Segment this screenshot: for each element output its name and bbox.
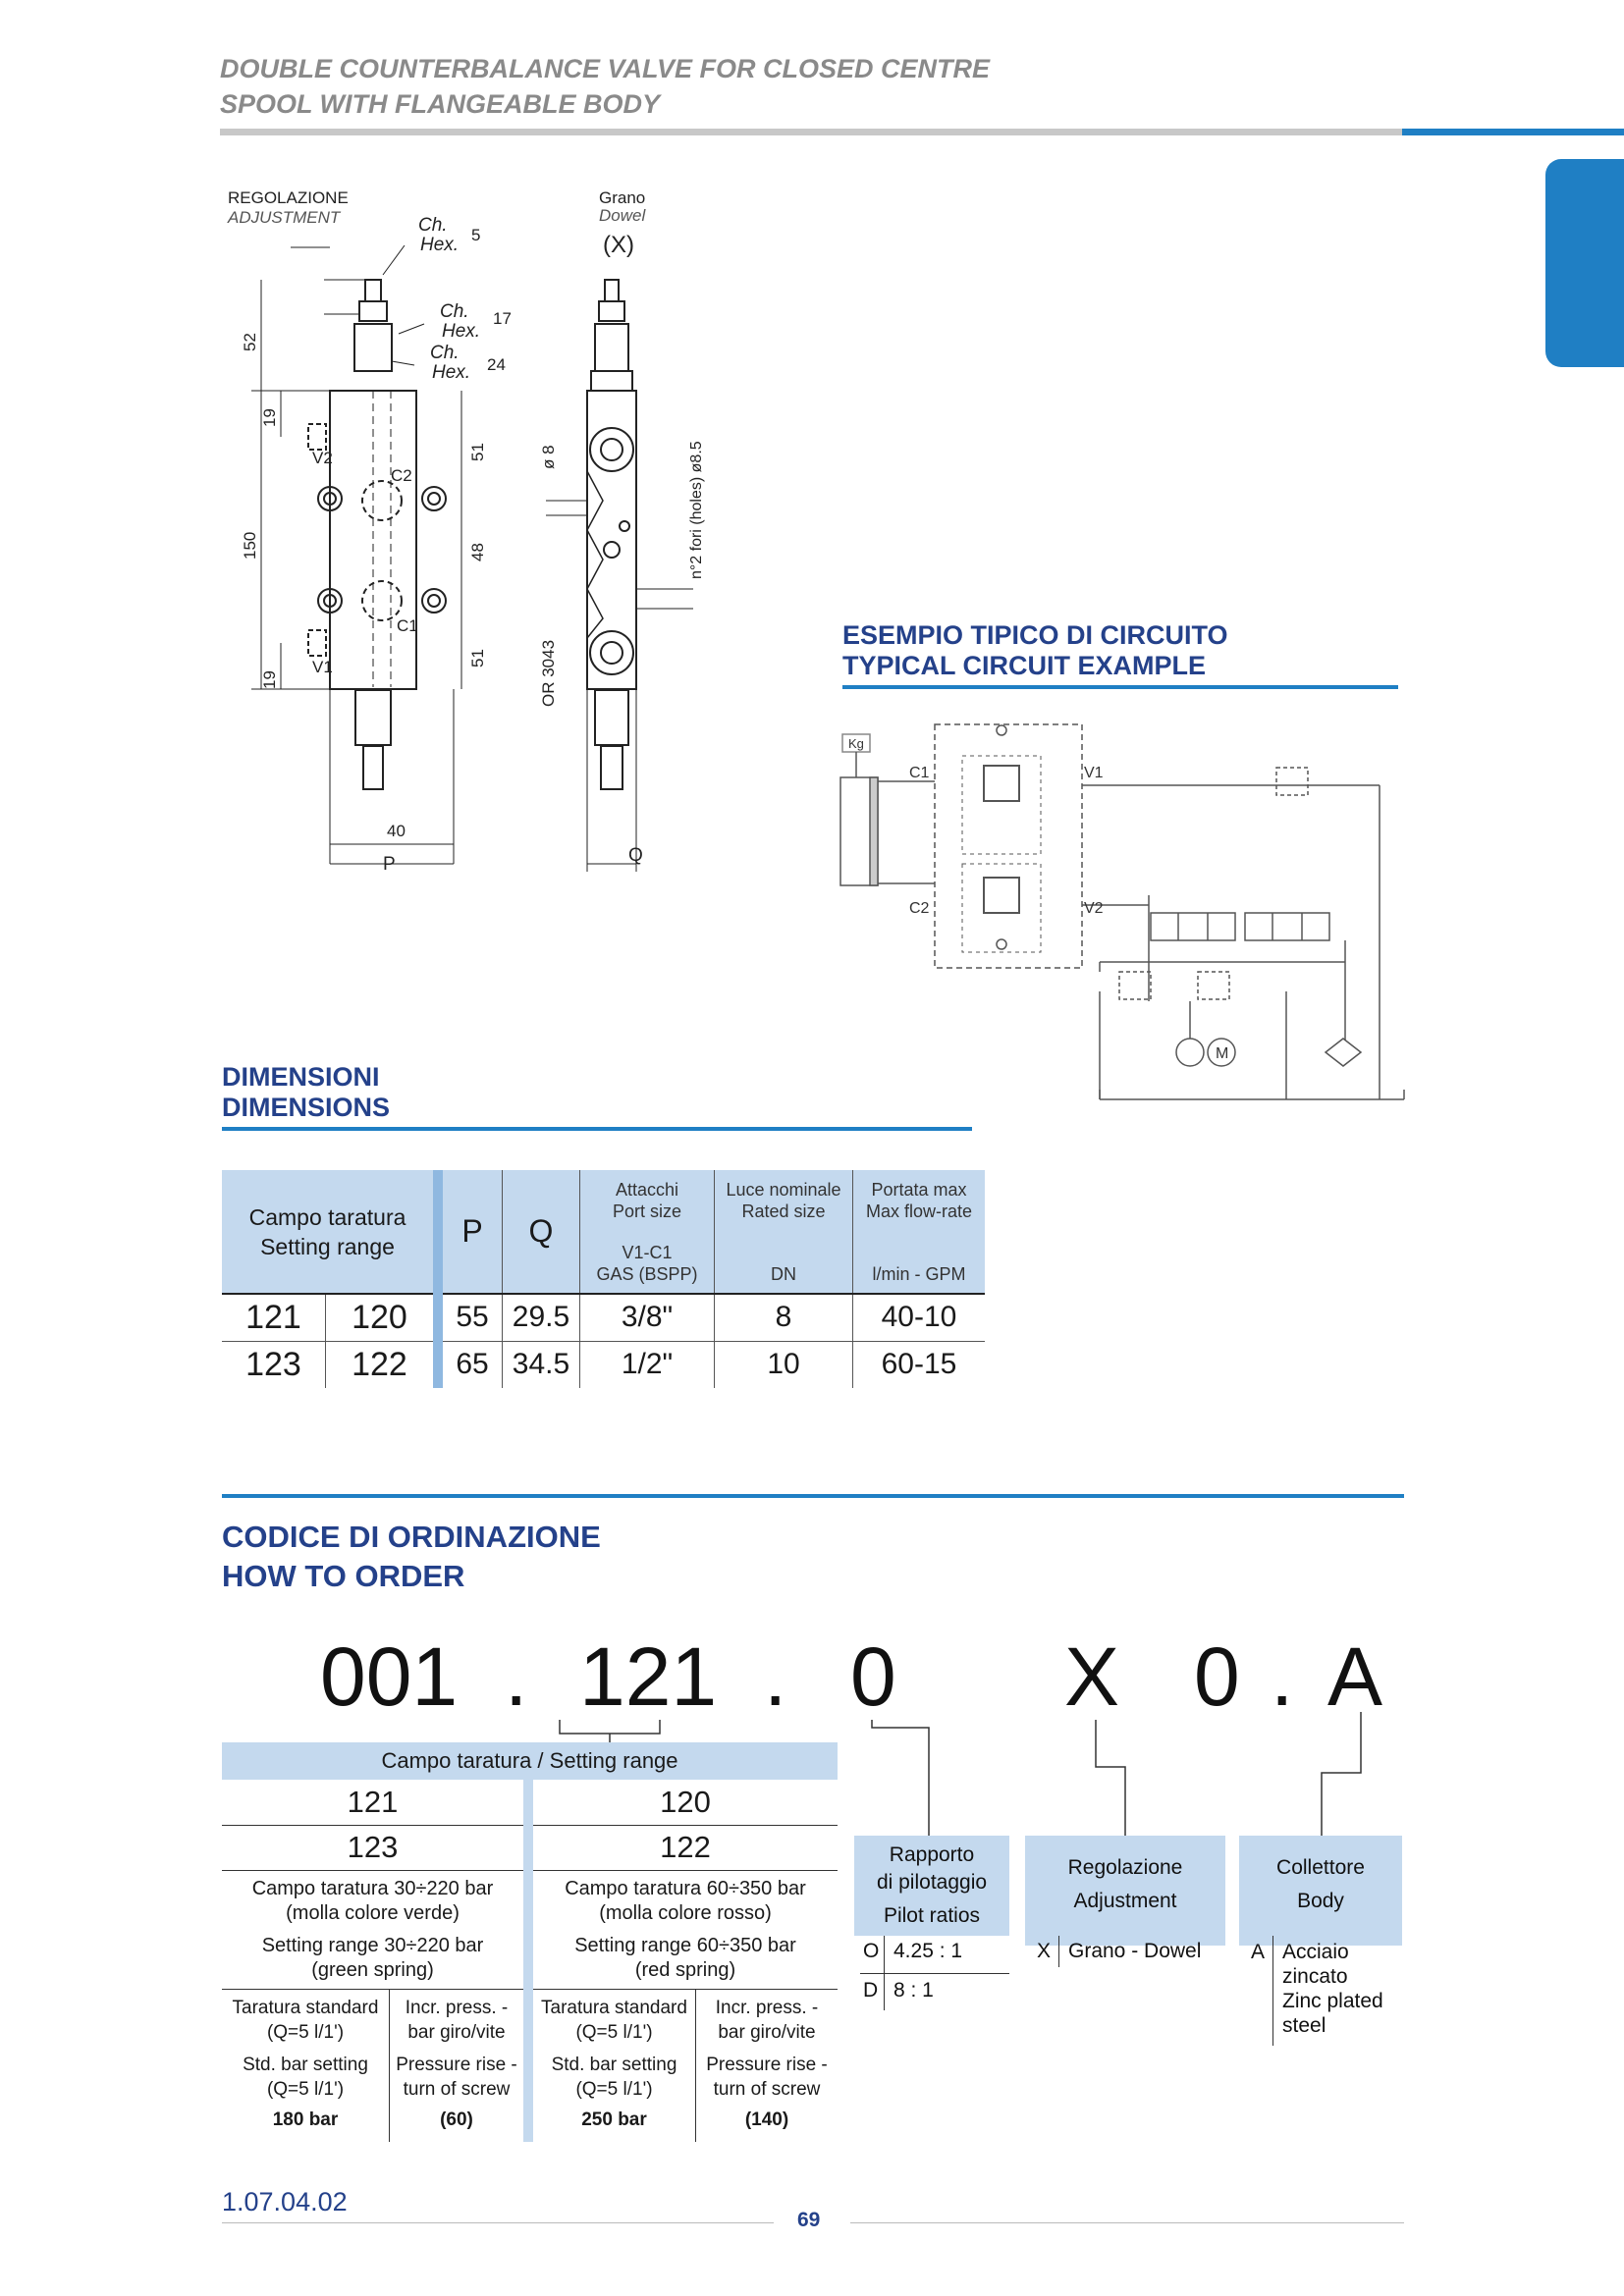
port-v2: V2 [312, 449, 333, 467]
order-title-en: HOW TO ORDER [222, 1559, 465, 1593]
pilot-opt-d-key: D [863, 1979, 879, 2002]
footer-rule-right [850, 2222, 1404, 2223]
pilot-opt-o-key: O [863, 1940, 880, 1962]
circuit-c2: C2 [909, 900, 930, 917]
desc-right-4: (red spring) [634, 1958, 736, 1981]
circuit-title-it: ESEMPIO TIPICO DI CIRCUITO [842, 620, 1228, 650]
incr-left-3: Pressure rise - [396, 2054, 517, 2075]
code-part-1: 001 [320, 1630, 459, 1723]
dim-19-top: 19 [260, 408, 279, 427]
std-right-2: (Q=5 l/1') [575, 2021, 653, 2043]
port-c2: C2 [391, 466, 412, 485]
incr-right-4: turn of screw [713, 2078, 821, 2100]
setting-code-122: 122 [528, 1825, 838, 1870]
th-p: P [438, 1170, 503, 1294]
catalog-code: 1.07.04.02 [222, 2187, 348, 2216]
std-left-2: (Q=5 l/1') [266, 2021, 345, 2043]
code-part-4: X [1064, 1630, 1120, 1723]
adjust-opt-value: Grano - Dowel [1068, 1940, 1202, 1962]
dimensions-title-en: DIMENSIONS [222, 1093, 391, 1122]
desc-right-1: Campo taratura 60÷350 bar [565, 1877, 806, 1899]
std-right-4: (Q=5 l/1') [575, 2078, 653, 2100]
cell-range-a: 121 [222, 1294, 325, 1341]
cell-q: 29.5 [503, 1294, 580, 1341]
label-5: 5 [471, 226, 481, 244]
label-holes: n°2 fori (holes) ø8.5 [688, 441, 705, 579]
label-or3043: OR 3043 [539, 639, 558, 707]
circuit-c1: C1 [909, 765, 930, 781]
dim-51-bottom: 51 [468, 649, 487, 667]
code-part-2: 121 [579, 1630, 718, 1723]
header-line-1: DOUBLE COUNTERBALANCE VALVE FOR CLOSED CENTRE [220, 54, 991, 83]
dim-51-top: 51 [468, 443, 487, 461]
body-h2: Body [1297, 1890, 1344, 1912]
order-title-it: CODICE DI ORDINAZIONE [222, 1520, 601, 1554]
cell-range-b: 120 [325, 1294, 438, 1341]
dim-p: P [383, 854, 396, 875]
code-dot-2: . [764, 1630, 787, 1723]
adjust-opt-key: X [1037, 1940, 1052, 1962]
body-v4: steel [1282, 2014, 1326, 2037]
cell-q: 34.5 [503, 1341, 580, 1388]
std-left-3: Std. bar setting [243, 2054, 368, 2075]
dim-40: 40 [387, 822, 406, 840]
body-opt-key: A [1251, 1941, 1266, 1963]
setting-header: Campo taratura / Setting range [222, 1742, 838, 1780]
code-dot-3: . [1271, 1630, 1294, 1723]
circuit-kg: Kg [848, 736, 864, 751]
adjustment-header [1025, 1836, 1225, 1946]
body-header [1239, 1836, 1402, 1946]
cell-p: 55 [438, 1294, 503, 1341]
incr-left-value: (60) [440, 2109, 473, 2130]
label-ch-24: Ch. [430, 343, 460, 363]
label-24: 24 [487, 355, 506, 374]
adjust-divider [1058, 1936, 1059, 1967]
cell-dn: 10 [715, 1341, 853, 1388]
pilot-option-d [860, 1973, 1009, 2010]
std-left-1: Taratura standard [232, 1997, 379, 2018]
cell-flow: 60-15 [853, 1341, 986, 1388]
port-c1: C1 [397, 616, 418, 635]
cell-range-b: 122 [325, 1341, 438, 1388]
std-right [528, 1989, 696, 2142]
label-x: (X) [603, 232, 634, 258]
incr-left-2: bar giro/vite [407, 2021, 506, 2043]
desc-right-2: (molla colore rosso) [599, 1901, 772, 1924]
label-dowel: Dowel [599, 206, 646, 225]
label-grano: Grano [599, 188, 646, 207]
cell-port: 1/2" [580, 1341, 715, 1388]
dim-48: 48 [468, 543, 487, 561]
th-campo-en: Setting range [260, 1233, 395, 1259]
th-luce-2: Rated size [741, 1201, 826, 1221]
body-v1: Acciaio [1282, 1941, 1349, 1963]
pilot-h3: Pilot ratios [883, 1904, 981, 1927]
th-attacchi-4: GAS (BSPP) [596, 1263, 698, 1284]
dim-150: 150 [241, 531, 259, 560]
page-number: 69 [797, 2209, 821, 2231]
cell-p: 65 [438, 1341, 503, 1388]
header-line-2: SPOOL WITH FLANGEABLE BODY [220, 89, 661, 119]
setting-desc-left [222, 1870, 528, 1989]
label-hex-17: Hex. [442, 321, 481, 342]
dim-q: Q [628, 845, 643, 866]
desc-left-4: (green spring) [311, 1958, 434, 1981]
th-q: Q [503, 1170, 580, 1294]
dim-19-bottom: 19 [260, 670, 279, 689]
body-v3: Zinc plated [1282, 1990, 1383, 2012]
th-attacchi-3: V1-C1 [622, 1242, 673, 1262]
incr-left-1: Incr. press. - [405, 1997, 509, 2018]
label-hex-5: Hex. [420, 235, 460, 255]
pilot-opt-d-value: 8 : 1 [893, 1979, 934, 2002]
std-right-value: 250 bar [581, 2109, 647, 2130]
circuit-motor: M [1216, 1045, 1229, 1062]
desc-left-2: (molla colore verde) [286, 1901, 460, 1924]
std-right-1: Taratura standard [541, 1997, 687, 2018]
dimensions-title-it: DIMENSIONI [222, 1062, 380, 1092]
adjust-h1: Regolazione [1067, 1856, 1183, 1879]
code-part-5: 0 [1194, 1630, 1240, 1723]
adjust-option-x [1035, 1936, 1221, 1973]
desc-left-3: Setting range 30÷220 bar [261, 1934, 484, 1956]
pilot-opt-o-value: 4.25 : 1 [893, 1940, 963, 1962]
cell-flow: 40-10 [853, 1294, 986, 1341]
std-left-4: (Q=5 l/1') [266, 2078, 345, 2100]
setting-code-120: 120 [528, 1780, 838, 1825]
label-regolazione: REGOLAZIONE [228, 188, 349, 207]
label-hex-24: Hex. [432, 362, 471, 383]
pilot-option-o [860, 1936, 1009, 1974]
th-portata-3: l/min - GPM [872, 1263, 966, 1284]
incr-left-4: turn of screw [403, 2078, 511, 2100]
body-v2: zincato [1282, 1965, 1348, 1988]
th-attacchi-1: Attacchi [615, 1179, 679, 1200]
cell-dn: 8 [715, 1294, 853, 1341]
footer-rule-left [222, 2222, 774, 2223]
pilot-ratio-header [854, 1836, 1009, 1936]
setting-code-121: 121 [222, 1780, 528, 1825]
body-option-a [1249, 1936, 1402, 2046]
dim-phi8: ø 8 [539, 445, 558, 469]
label-adjustment: ADJUSTMENT [228, 208, 341, 227]
body-h1: Collettore [1276, 1856, 1365, 1879]
th-luce-1: Luce nominale [726, 1179, 841, 1200]
adjust-h2: Adjustment [1073, 1890, 1177, 1912]
th-campo-it: Campo taratura [248, 1203, 406, 1230]
label-17: 17 [493, 309, 512, 328]
th-luce-3: DN [771, 1263, 796, 1284]
pilot-h2: di pilotaggio [876, 1871, 988, 1894]
body-divider [1272, 1936, 1273, 2046]
circuit-v2: V2 [1084, 900, 1104, 917]
th-portata-1: Portata max [871, 1179, 967, 1200]
std-left [222, 1989, 390, 2142]
setting-desc-right [528, 1870, 838, 1989]
std-right-3: Std. bar setting [551, 2054, 677, 2075]
incr-right-2: bar giro/vite [718, 2021, 816, 2043]
label-ch-17: Ch. [440, 301, 469, 322]
pilot-h1: Rapporto [889, 1843, 975, 1866]
std-left-value: 180 bar [272, 2109, 339, 2130]
setting-range-table [222, 1742, 838, 2142]
label-ch-5: Ch. [418, 215, 448, 236]
incr-right-1: Incr. press. - [715, 1997, 819, 2018]
incr-right-3: Pressure rise - [706, 2054, 828, 2075]
cell-range-a: 123 [222, 1341, 325, 1388]
incr-right [696, 1989, 839, 2142]
code-part-6: A [1327, 1630, 1383, 1723]
th-portata-2: Max flow-rate [865, 1201, 973, 1221]
cell-port: 3/8" [580, 1294, 715, 1341]
dim-52: 52 [241, 333, 259, 351]
code-dot-1: . [505, 1630, 528, 1723]
body-opt-value [1282, 1940, 1383, 2038]
setting-code-123: 123 [222, 1825, 528, 1870]
desc-left-1: Campo taratura 30÷220 bar [251, 1877, 494, 1899]
desc-right-3: Setting range 60÷350 bar [574, 1934, 796, 1956]
th-attacchi-2: Port size [612, 1201, 682, 1221]
port-v1: V1 [312, 658, 333, 676]
code-part-3: 0 [850, 1630, 896, 1723]
circuit-v1: V1 [1084, 765, 1104, 781]
incr-left [390, 1989, 529, 2142]
incr-right-value: (140) [744, 2109, 789, 2130]
circuit-title-en: TYPICAL CIRCUIT EXAMPLE [842, 651, 1207, 680]
